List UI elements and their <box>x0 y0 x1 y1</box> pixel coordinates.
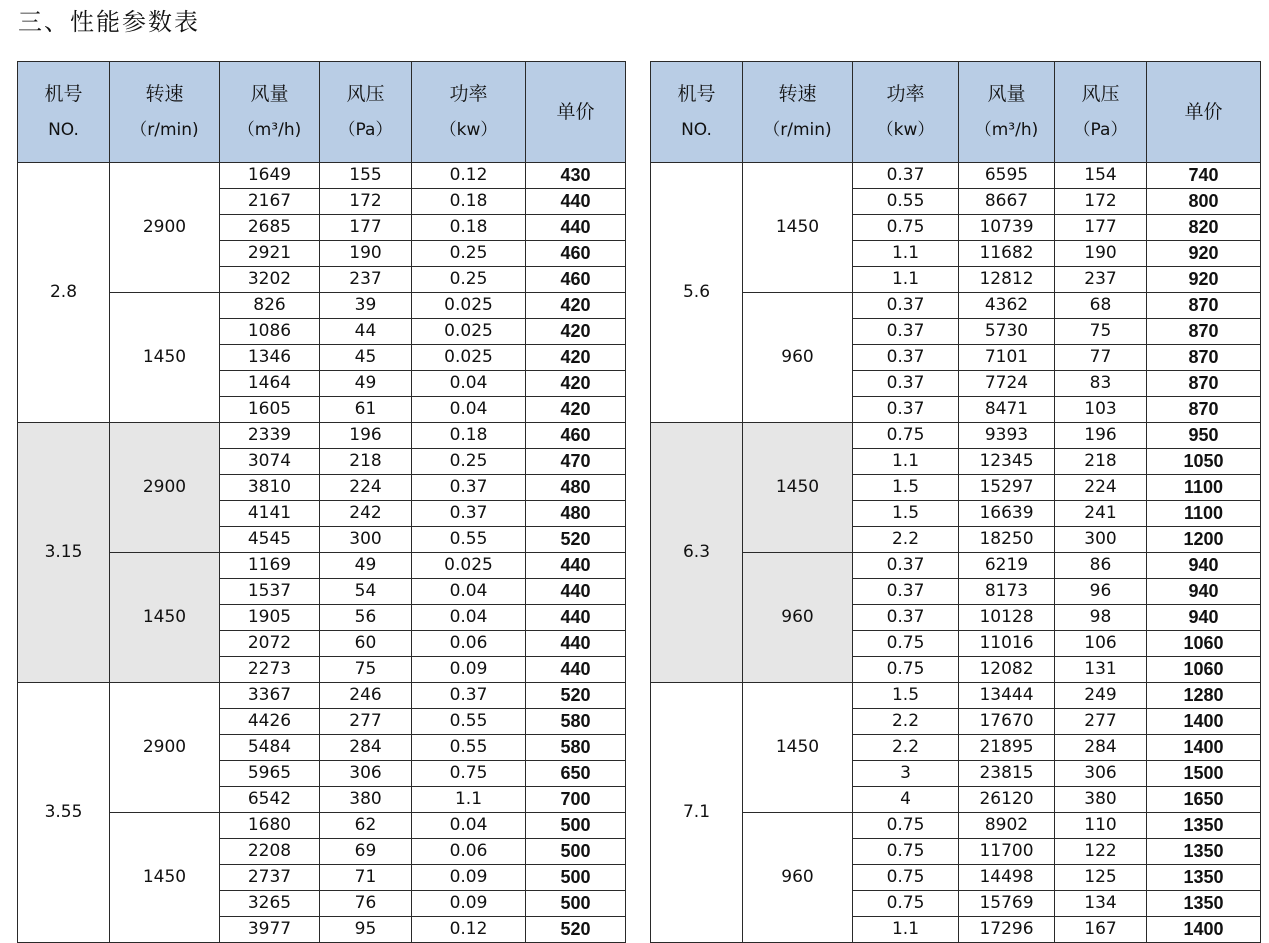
value-cell: 277 <box>320 709 412 735</box>
value-cell: 0.75 <box>853 215 959 241</box>
value-cell: 0.04 <box>412 813 526 839</box>
price-cell: 420 <box>526 345 626 371</box>
value-cell: 60 <box>320 631 412 657</box>
price-cell: 1350 <box>1147 865 1261 891</box>
price-cell: 580 <box>526 735 626 761</box>
value-cell: 242 <box>320 501 412 527</box>
value-cell: 3074 <box>220 449 320 475</box>
value-cell: 306 <box>320 761 412 787</box>
value-cell: 1.5 <box>853 683 959 709</box>
value-cell: 0.75 <box>412 761 526 787</box>
price-cell: 440 <box>526 189 626 215</box>
price-cell: 940 <box>1147 579 1261 605</box>
table-row <box>651 813 1261 839</box>
table-body <box>651 163 1261 943</box>
value-cell: 0.37 <box>853 397 959 423</box>
header-row <box>651 62 1261 163</box>
value-cell: 172 <box>1055 189 1147 215</box>
value-cell: 86 <box>1055 553 1147 579</box>
price-cell: 1350 <box>1147 839 1261 865</box>
page-title: 三、性能参数表 <box>18 8 200 36</box>
value-cell: 16639 <box>959 501 1055 527</box>
header-power: 功率 （kw） <box>853 62 959 163</box>
value-cell: 4141 <box>220 501 320 527</box>
speed-cell: 1450 <box>743 423 853 553</box>
value-cell: 76 <box>320 891 412 917</box>
price-cell: 520 <box>526 683 626 709</box>
header-pressure: 风压 （Pa） <box>1055 62 1147 163</box>
value-cell: 10128 <box>959 605 1055 631</box>
value-cell: 0.37 <box>853 605 959 631</box>
table-row <box>651 683 1261 709</box>
value-cell: 1086 <box>220 319 320 345</box>
value-cell: 110 <box>1055 813 1147 839</box>
value-cell: 0.025 <box>412 293 526 319</box>
value-cell: 8902 <box>959 813 1055 839</box>
value-cell: 237 <box>1055 267 1147 293</box>
value-cell: 0.75 <box>853 839 959 865</box>
header-power: 功率 （kw） <box>412 62 526 163</box>
value-cell: 2167 <box>220 189 320 215</box>
value-cell: 56 <box>320 605 412 631</box>
value-cell: 39 <box>320 293 412 319</box>
value-cell: 2273 <box>220 657 320 683</box>
value-cell: 2.2 <box>853 735 959 761</box>
value-cell: 3367 <box>220 683 320 709</box>
price-cell: 1050 <box>1147 449 1261 475</box>
value-cell: 196 <box>320 423 412 449</box>
price-cell: 470 <box>526 449 626 475</box>
speed-cell: 1450 <box>110 553 220 683</box>
price-cell: 1400 <box>1147 735 1261 761</box>
table-row <box>18 683 626 709</box>
price-cell: 1350 <box>1147 813 1261 839</box>
value-cell: 2339 <box>220 423 320 449</box>
value-cell: 241 <box>1055 501 1147 527</box>
table-row <box>651 553 1261 579</box>
value-cell: 0.75 <box>853 657 959 683</box>
value-cell: 0.55 <box>412 527 526 553</box>
price-cell: 1650 <box>1147 787 1261 813</box>
value-cell: 13444 <box>959 683 1055 709</box>
price-cell: 740 <box>1147 163 1261 189</box>
value-cell: 4426 <box>220 709 320 735</box>
model-number-cell: 5.6 <box>651 163 743 423</box>
value-cell: 1.1 <box>853 241 959 267</box>
value-cell: 0.75 <box>853 631 959 657</box>
price-cell: 500 <box>526 865 626 891</box>
performance-table-left <box>17 61 626 943</box>
value-cell: 0.09 <box>412 657 526 683</box>
price-cell: 480 <box>526 475 626 501</box>
price-cell: 480 <box>526 501 626 527</box>
value-cell: 224 <box>320 475 412 501</box>
table-row <box>18 813 626 839</box>
price-cell: 940 <box>1147 553 1261 579</box>
value-cell: 8471 <box>959 397 1055 423</box>
value-cell: 0.55 <box>853 189 959 215</box>
value-cell: 0.37 <box>853 163 959 189</box>
table-row <box>18 553 626 579</box>
speed-cell: 1450 <box>743 683 853 813</box>
model-number-cell: 2.8 <box>18 163 110 423</box>
value-cell: 0.18 <box>412 423 526 449</box>
value-cell: 12812 <box>959 267 1055 293</box>
price-cell: 650 <box>526 761 626 787</box>
value-cell: 1346 <box>220 345 320 371</box>
value-cell: 3 <box>853 761 959 787</box>
value-cell: 1680 <box>220 813 320 839</box>
price-cell: 700 <box>526 787 626 813</box>
value-cell: 14498 <box>959 865 1055 891</box>
price-cell: 420 <box>526 293 626 319</box>
value-cell: 18250 <box>959 527 1055 553</box>
value-cell: 2072 <box>220 631 320 657</box>
speed-cell: 2900 <box>110 683 220 813</box>
value-cell: 190 <box>1055 241 1147 267</box>
price-cell: 800 <box>1147 189 1261 215</box>
table-row <box>18 423 626 449</box>
value-cell: 3265 <box>220 891 320 917</box>
value-cell: 0.37 <box>412 475 526 501</box>
value-cell: 1.1 <box>412 787 526 813</box>
value-cell: 11700 <box>959 839 1055 865</box>
value-cell: 284 <box>320 735 412 761</box>
value-cell: 4 <box>853 787 959 813</box>
speed-cell: 960 <box>743 813 853 943</box>
value-cell: 6595 <box>959 163 1055 189</box>
price-cell: 460 <box>526 267 626 293</box>
price-cell: 870 <box>1147 319 1261 345</box>
value-cell: 0.75 <box>853 423 959 449</box>
value-cell: 17670 <box>959 709 1055 735</box>
value-cell: 3202 <box>220 267 320 293</box>
header-pressure: 风压 （Pa） <box>320 62 412 163</box>
value-cell: 3810 <box>220 475 320 501</box>
value-cell: 826 <box>220 293 320 319</box>
value-cell: 21895 <box>959 735 1055 761</box>
model-number-cell: 3.15 <box>18 423 110 683</box>
value-cell: 0.25 <box>412 267 526 293</box>
value-cell: 103 <box>1055 397 1147 423</box>
price-cell: 920 <box>1147 241 1261 267</box>
table-row <box>651 293 1261 319</box>
value-cell: 122 <box>1055 839 1147 865</box>
price-cell: 520 <box>526 917 626 943</box>
model-number-cell: 6.3 <box>651 423 743 683</box>
header-airflow: 风量 （m³/h) <box>220 62 320 163</box>
price-cell: 500 <box>526 813 626 839</box>
value-cell: 190 <box>320 241 412 267</box>
value-cell: 0.75 <box>853 813 959 839</box>
price-cell: 440 <box>526 605 626 631</box>
value-cell: 0.025 <box>412 319 526 345</box>
value-cell: 7724 <box>959 371 1055 397</box>
value-cell: 6542 <box>220 787 320 813</box>
value-cell: 0.04 <box>412 605 526 631</box>
price-cell: 940 <box>1147 605 1261 631</box>
model-number-cell: 3.55 <box>18 683 110 943</box>
value-cell: 2921 <box>220 241 320 267</box>
value-cell: 246 <box>320 683 412 709</box>
table-body <box>18 163 626 943</box>
price-cell: 440 <box>526 579 626 605</box>
value-cell: 15297 <box>959 475 1055 501</box>
value-cell: 172 <box>320 189 412 215</box>
header-speed: 转速 （r/min) <box>110 62 220 163</box>
value-cell: 0.18 <box>412 215 526 241</box>
value-cell: 1.5 <box>853 501 959 527</box>
value-cell: 0.04 <box>412 371 526 397</box>
value-cell: 277 <box>1055 709 1147 735</box>
value-cell: 0.55 <box>412 735 526 761</box>
value-cell: 0.37 <box>853 319 959 345</box>
value-cell: 0.55 <box>412 709 526 735</box>
price-cell: 1500 <box>1147 761 1261 787</box>
value-cell: 0.75 <box>853 891 959 917</box>
value-cell: 1.1 <box>853 267 959 293</box>
price-cell: 920 <box>1147 267 1261 293</box>
value-cell: 0.37 <box>412 501 526 527</box>
price-cell: 820 <box>1147 215 1261 241</box>
price-cell: 420 <box>526 371 626 397</box>
value-cell: 0.18 <box>412 189 526 215</box>
value-cell: 68 <box>1055 293 1147 319</box>
price-cell: 870 <box>1147 397 1261 423</box>
value-cell: 0.37 <box>853 579 959 605</box>
value-cell: 95 <box>320 917 412 943</box>
value-cell: 249 <box>1055 683 1147 709</box>
value-cell: 8667 <box>959 189 1055 215</box>
speed-cell: 2900 <box>110 423 220 553</box>
value-cell: 0.12 <box>412 163 526 189</box>
price-cell: 1100 <box>1147 475 1261 501</box>
header-price: 单价 <box>1147 62 1261 163</box>
price-cell: 440 <box>526 631 626 657</box>
value-cell: 1905 <box>220 605 320 631</box>
price-cell: 520 <box>526 527 626 553</box>
value-cell: 155 <box>320 163 412 189</box>
value-cell: 10739 <box>959 215 1055 241</box>
value-cell: 131 <box>1055 657 1147 683</box>
value-cell: 49 <box>320 553 412 579</box>
value-cell: 224 <box>1055 475 1147 501</box>
price-cell: 1060 <box>1147 657 1261 683</box>
speed-cell: 1450 <box>110 293 220 423</box>
price-cell: 1200 <box>1147 527 1261 553</box>
header-price: 单价 <box>526 62 626 163</box>
value-cell: 11016 <box>959 631 1055 657</box>
value-cell: 1.5 <box>853 475 959 501</box>
value-cell: 218 <box>320 449 412 475</box>
value-cell: 0.37 <box>853 293 959 319</box>
header-model: 机号 NO. <box>651 62 743 163</box>
value-cell: 0.37 <box>412 683 526 709</box>
price-cell: 870 <box>1147 371 1261 397</box>
price-cell: 500 <box>526 839 626 865</box>
value-cell: 49 <box>320 371 412 397</box>
value-cell: 0.12 <box>412 917 526 943</box>
value-cell: 0.25 <box>412 449 526 475</box>
value-cell: 0.09 <box>412 865 526 891</box>
value-cell: 3977 <box>220 917 320 943</box>
value-cell: 0.06 <box>412 839 526 865</box>
price-cell: 580 <box>526 709 626 735</box>
value-cell: 0.06 <box>412 631 526 657</box>
price-cell: 420 <box>526 319 626 345</box>
price-cell: 440 <box>526 553 626 579</box>
value-cell: 45 <box>320 345 412 371</box>
value-cell: 17296 <box>959 917 1055 943</box>
value-cell: 177 <box>1055 215 1147 241</box>
header-model: 机号 NO. <box>18 62 110 163</box>
value-cell: 380 <box>320 787 412 813</box>
value-cell: 0.75 <box>853 865 959 891</box>
value-cell: 0.37 <box>853 345 959 371</box>
value-cell: 2737 <box>220 865 320 891</box>
value-cell: 11682 <box>959 241 1055 267</box>
value-cell: 61 <box>320 397 412 423</box>
value-cell: 1649 <box>220 163 320 189</box>
speed-cell: 2900 <box>110 163 220 293</box>
value-cell: 380 <box>1055 787 1147 813</box>
price-cell: 440 <box>526 215 626 241</box>
value-cell: 0.04 <box>412 579 526 605</box>
value-cell: 23815 <box>959 761 1055 787</box>
header-row <box>18 62 626 163</box>
value-cell: 300 <box>1055 527 1147 553</box>
value-cell: 7101 <box>959 345 1055 371</box>
value-cell: 5965 <box>220 761 320 787</box>
value-cell: 1169 <box>220 553 320 579</box>
speed-cell: 960 <box>743 553 853 683</box>
value-cell: 54 <box>320 579 412 605</box>
value-cell: 12345 <box>959 449 1055 475</box>
value-cell: 69 <box>320 839 412 865</box>
price-cell: 870 <box>1147 293 1261 319</box>
value-cell: 2208 <box>220 839 320 865</box>
price-cell: 1350 <box>1147 891 1261 917</box>
value-cell: 15769 <box>959 891 1055 917</box>
speed-cell: 1450 <box>110 813 220 943</box>
value-cell: 284 <box>1055 735 1147 761</box>
price-cell: 1280 <box>1147 683 1261 709</box>
table-row <box>18 163 626 189</box>
value-cell: 75 <box>1055 319 1147 345</box>
value-cell: 0.37 <box>853 553 959 579</box>
value-cell: 237 <box>320 267 412 293</box>
speed-cell: 1450 <box>743 163 853 293</box>
price-cell: 460 <box>526 423 626 449</box>
value-cell: 26120 <box>959 787 1055 813</box>
value-cell: 1537 <box>220 579 320 605</box>
value-cell: 77 <box>1055 345 1147 371</box>
value-cell: 2685 <box>220 215 320 241</box>
value-cell: 167 <box>1055 917 1147 943</box>
price-cell: 1060 <box>1147 631 1261 657</box>
speed-cell: 960 <box>743 293 853 423</box>
price-cell: 1400 <box>1147 709 1261 735</box>
value-cell: 75 <box>320 657 412 683</box>
value-cell: 1605 <box>220 397 320 423</box>
header-speed: 转速 （r/min) <box>743 62 853 163</box>
value-cell: 1.1 <box>853 449 959 475</box>
table-row <box>651 423 1261 449</box>
price-cell: 440 <box>526 657 626 683</box>
table-row <box>651 163 1261 189</box>
value-cell: 0.04 <box>412 397 526 423</box>
value-cell: 154 <box>1055 163 1147 189</box>
value-cell: 4545 <box>220 527 320 553</box>
price-cell: 430 <box>526 163 626 189</box>
value-cell: 300 <box>320 527 412 553</box>
value-cell: 0.25 <box>412 241 526 267</box>
performance-table-right <box>650 61 1261 943</box>
value-cell: 8173 <box>959 579 1055 605</box>
value-cell: 4362 <box>959 293 1055 319</box>
value-cell: 12082 <box>959 657 1055 683</box>
header-airflow: 风量 （m³/h) <box>959 62 1055 163</box>
price-cell: 1400 <box>1147 917 1261 943</box>
value-cell: 71 <box>320 865 412 891</box>
price-cell: 420 <box>526 397 626 423</box>
value-cell: 0.37 <box>853 371 959 397</box>
value-cell: 62 <box>320 813 412 839</box>
value-cell: 125 <box>1055 865 1147 891</box>
value-cell: 0.025 <box>412 345 526 371</box>
value-cell: 44 <box>320 319 412 345</box>
value-cell: 134 <box>1055 891 1147 917</box>
value-cell: 5730 <box>959 319 1055 345</box>
value-cell: 9393 <box>959 423 1055 449</box>
value-cell: 0.09 <box>412 891 526 917</box>
value-cell: 6219 <box>959 553 1055 579</box>
value-cell: 1464 <box>220 371 320 397</box>
price-cell: 500 <box>526 891 626 917</box>
value-cell: 2.2 <box>853 527 959 553</box>
table-row <box>18 293 626 319</box>
value-cell: 2.2 <box>853 709 959 735</box>
value-cell: 196 <box>1055 423 1147 449</box>
value-cell: 1.1 <box>853 917 959 943</box>
value-cell: 83 <box>1055 371 1147 397</box>
value-cell: 218 <box>1055 449 1147 475</box>
price-cell: 460 <box>526 241 626 267</box>
price-cell: 950 <box>1147 423 1261 449</box>
price-cell: 1100 <box>1147 501 1261 527</box>
model-number-cell: 7.1 <box>651 683 743 943</box>
value-cell: 96 <box>1055 579 1147 605</box>
value-cell: 306 <box>1055 761 1147 787</box>
value-cell: 0.025 <box>412 553 526 579</box>
value-cell: 177 <box>320 215 412 241</box>
value-cell: 98 <box>1055 605 1147 631</box>
value-cell: 106 <box>1055 631 1147 657</box>
value-cell: 5484 <box>220 735 320 761</box>
price-cell: 870 <box>1147 345 1261 371</box>
